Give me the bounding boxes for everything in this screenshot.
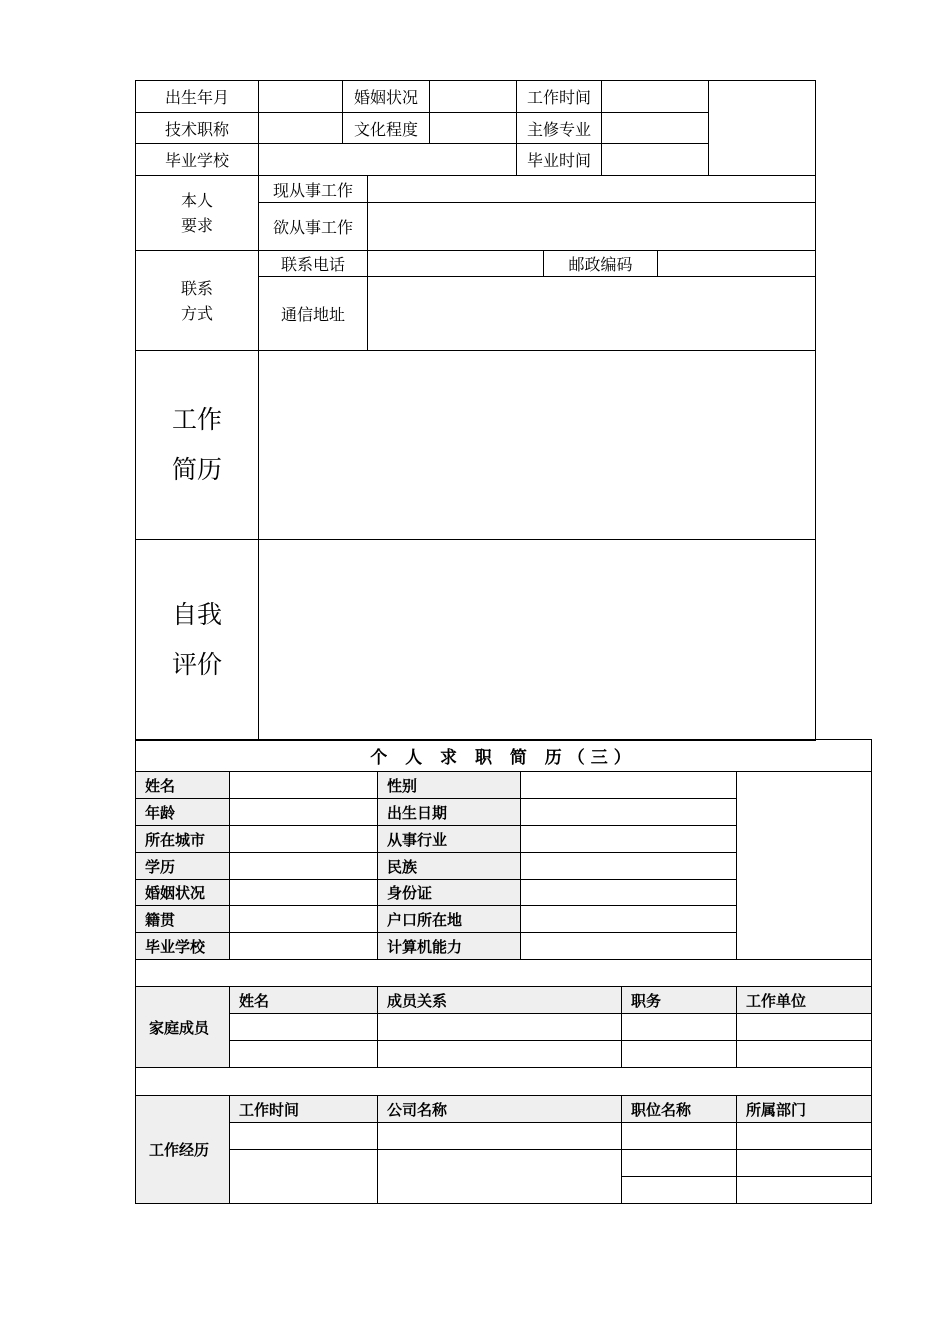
field-computer-skill[interactable]	[521, 933, 736, 959]
label-current-job: 现从事工作	[272, 180, 353, 200]
label-computer-skill: 计算机能力	[387, 937, 463, 956]
work-row-2-position[interactable]	[622, 1150, 736, 1176]
work-header-time: 工作时间	[239, 1100, 300, 1119]
label-self-evaluation	[136, 540, 258, 740]
field-education[interactable]	[230, 853, 377, 879]
label-native-place: 籍贯	[145, 910, 176, 929]
label-family-members: 家庭成员	[149, 1018, 210, 1037]
photo-box-lower[interactable]	[737, 772, 871, 959]
label-graduation-time: 毕业时间	[526, 151, 591, 170]
field-self-evaluation[interactable]	[259, 540, 815, 740]
label-contact-info-line1: 联系	[180, 278, 213, 298]
field-birth-day[interactable]	[521, 799, 736, 825]
label-name: 姓名	[145, 776, 176, 795]
label-graduate-school: 毕业学校	[164, 151, 229, 170]
field-native-place[interactable]	[230, 906, 377, 932]
family-row-1-position[interactable]	[622, 1014, 736, 1040]
field-city[interactable]	[230, 826, 377, 852]
label-personal-requirements	[136, 176, 258, 250]
label-postal-code: 邮政编码	[568, 255, 633, 274]
label-marital-status: 婚姻状况	[353, 88, 418, 107]
label-marital: 婚姻状况	[145, 884, 206, 902]
family-row-2-position[interactable]	[622, 1041, 736, 1067]
resume-title: 个 人 求 职 简 历（三）	[370, 748, 637, 768]
work-row-2-department[interactable]	[737, 1150, 871, 1176]
field-household[interactable]	[521, 906, 736, 932]
field-major[interactable]	[602, 113, 708, 143]
family-row-1-name[interactable]	[230, 1014, 377, 1040]
field-marital-status[interactable]	[430, 81, 516, 112]
label-city: 所在城市	[145, 830, 206, 849]
label-contact-info-line2: 方式	[180, 303, 213, 323]
family-row-1-relation[interactable]	[378, 1014, 621, 1040]
family-row-2-relation[interactable]	[378, 1041, 621, 1067]
label-tech-title: 技术职称	[164, 119, 229, 139]
family-header-employer: 工作单位	[746, 991, 807, 1010]
work-row-2-time[interactable]	[230, 1150, 377, 1203]
field-phone[interactable]	[368, 251, 543, 276]
field-desired-job[interactable]	[368, 203, 815, 250]
field-education-level[interactable]	[430, 113, 516, 143]
field-work-time[interactable]	[602, 81, 708, 112]
label-self-evaluation-line1: 自我	[171, 600, 222, 629]
label-age: 年龄	[145, 803, 176, 822]
photo-box[interactable]	[709, 81, 815, 175]
spacer-row-1	[136, 960, 871, 986]
field-graduate-school[interactable]	[259, 144, 516, 175]
family-row-1-employer[interactable]	[737, 1014, 871, 1040]
work-row-1-company[interactable]	[378, 1123, 621, 1149]
family-header-name: 姓名	[239, 991, 270, 1010]
label-personal-requirements-line2: 要求	[180, 216, 213, 235]
label-major: 主修专业	[526, 119, 591, 139]
family-row-2-name[interactable]	[230, 1041, 377, 1067]
label-birth-day: 出生日期	[387, 803, 448, 822]
label-work-history-line2: 简历	[171, 455, 222, 484]
field-marital[interactable]	[230, 880, 377, 905]
label-school: 毕业学校	[145, 937, 206, 956]
field-work-history[interactable]	[259, 351, 815, 539]
field-ethnicity[interactable]	[521, 853, 736, 879]
label-work-history-line1: 工作	[171, 405, 222, 434]
field-tech-title[interactable]	[259, 113, 342, 143]
label-desired-job: 欲从事工作	[272, 218, 353, 237]
label-work-history	[136, 351, 258, 539]
field-id-card[interactable]	[521, 880, 736, 905]
label-gender: 性别	[387, 776, 418, 795]
label-work-experience: 工作经历	[149, 1141, 210, 1159]
field-graduation-time[interactable]	[602, 144, 708, 175]
label-ethnicity: 民族	[387, 857, 418, 876]
label-education-level: 文化程度	[353, 119, 418, 139]
label-mailing-address: 通信地址	[280, 305, 345, 324]
family-row-2-employer[interactable]	[737, 1041, 871, 1067]
label-personal-requirements-line1: 本人	[180, 191, 213, 210]
work-row-1-position[interactable]	[622, 1123, 736, 1149]
label-contact-info	[136, 251, 258, 350]
work-header-position: 职位名称	[631, 1100, 692, 1119]
work-row-2-company[interactable]	[378, 1150, 621, 1203]
field-school[interactable]	[230, 933, 377, 959]
work-row-3-department[interactable]	[737, 1177, 871, 1203]
field-age[interactable]	[230, 799, 377, 825]
label-birth-date: 出生年月	[164, 88, 229, 107]
work-header-company: 公司名称	[387, 1100, 448, 1119]
label-household: 户口所在地	[387, 910, 463, 929]
work-row-3-position[interactable]	[622, 1177, 736, 1203]
work-row-1-department[interactable]	[737, 1123, 871, 1149]
spacer-row-2	[136, 1068, 871, 1095]
field-mailing-address[interactable]	[368, 277, 815, 350]
label-work-time: 工作时间	[526, 88, 591, 107]
label-phone: 联系电话	[280, 255, 345, 274]
label-education: 学历	[145, 857, 176, 876]
label-self-evaluation-line2: 评价	[171, 650, 222, 679]
field-birth-date[interactable]	[259, 81, 342, 112]
field-current-job[interactable]	[368, 176, 815, 202]
field-name[interactable]	[230, 772, 377, 798]
field-postal-code[interactable]	[658, 251, 815, 276]
field-industry[interactable]	[521, 826, 736, 852]
label-id-card: 身份证	[387, 884, 433, 902]
work-header-department: 所属部门	[746, 1100, 807, 1119]
work-row-1-time[interactable]	[230, 1123, 377, 1149]
field-gender[interactable]	[521, 772, 736, 798]
family-header-position: 职务	[631, 991, 662, 1010]
label-industry: 从事行业	[387, 830, 448, 849]
family-header-relation: 成员关系	[387, 991, 448, 1010]
